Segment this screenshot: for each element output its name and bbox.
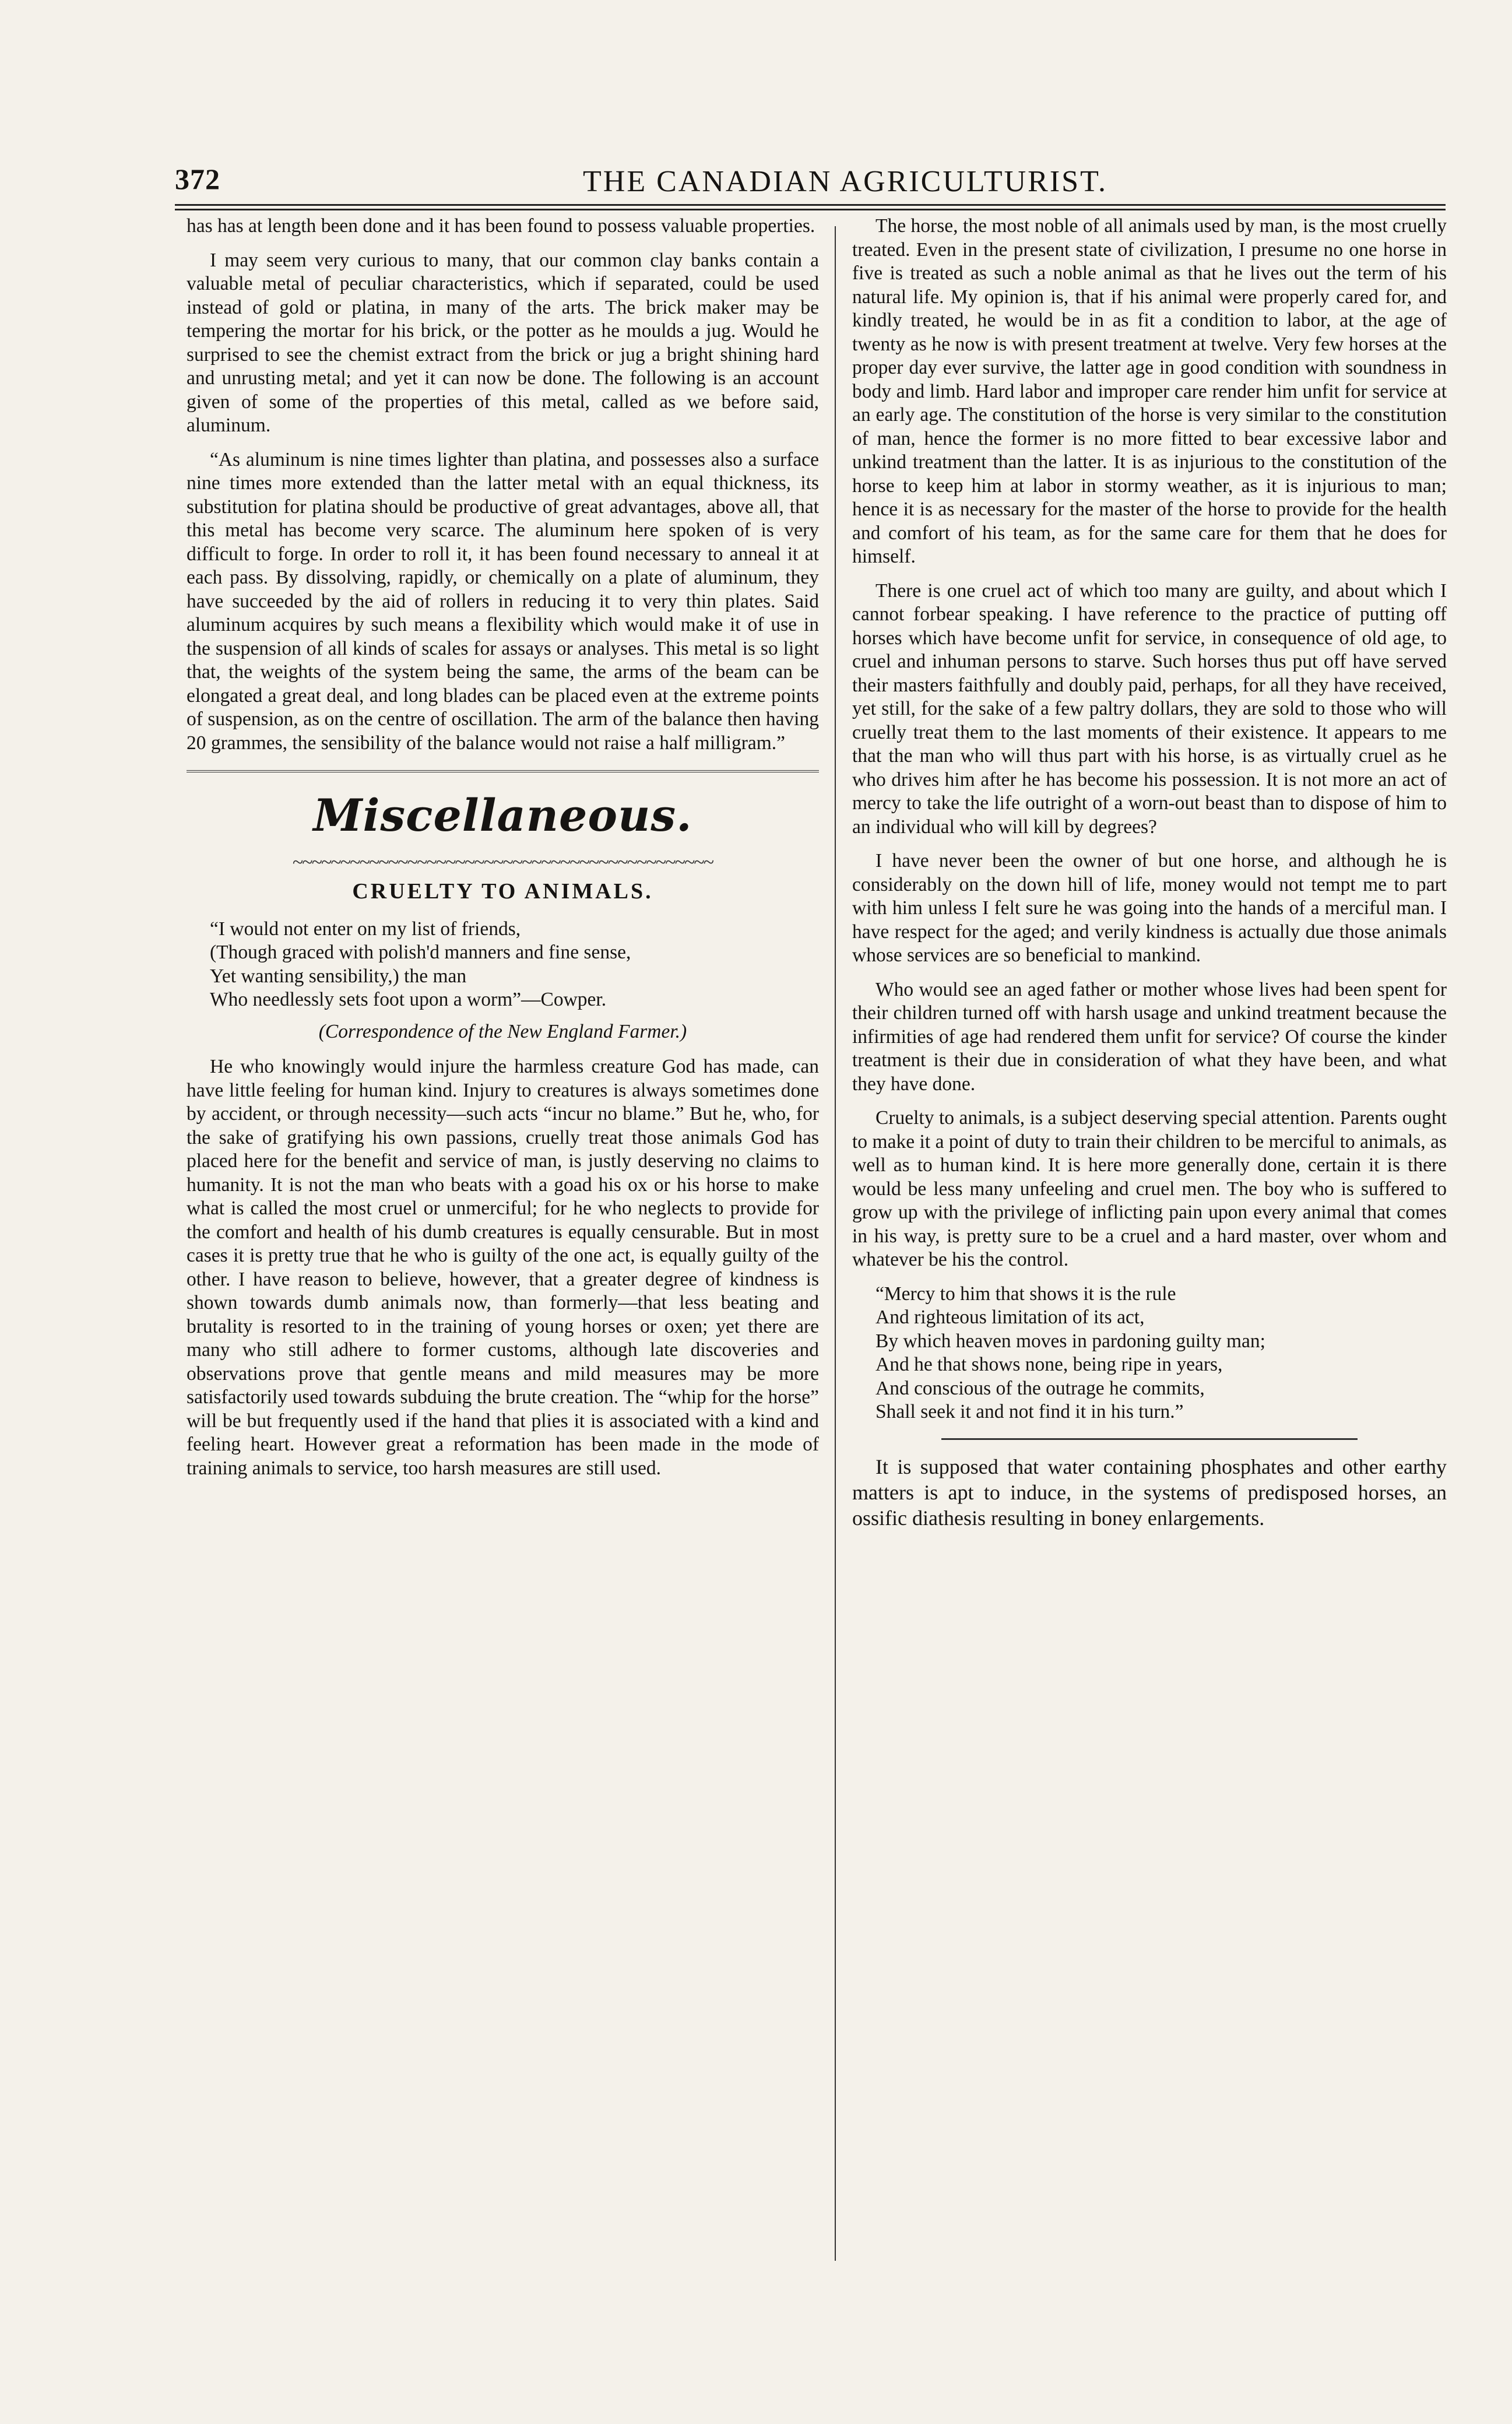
left-column (187, 215, 819, 2278)
aluminum-paragraph: has has at length been done and it has been found to possess valuable properties. (187, 215, 815, 237)
verse-line: And righteous limitation of its act, (875, 1306, 1145, 1328)
poem-line: Yet wanting sensibility,) the man (210, 965, 467, 987)
poem-line: Who needlessly sets foot upon a worm”—Cowper. (210, 989, 607, 1010)
verse-line: “Mercy to him that shows it is the rule (875, 1283, 1176, 1305)
section-title: Miscellaneous. (313, 789, 692, 841)
page-number: 372 (175, 163, 220, 195)
section-divider (187, 770, 819, 772)
verse-line: By which heaven moves in pardoning guilty man; (875, 1330, 1265, 1352)
running-head-title: THE CANADIAN AGRICULTURIST. (583, 165, 1107, 198)
right-column (852, 215, 1447, 2278)
aluminum-paragraph: I may seem very curious to many, that our common clay banks contain a valuable metal of peculiar characteristics, which if separated, could be used instead of gold or platina, in many of the arts. The brick maker may be tempering the mortar for his brick, or the potter as he moulds a jug. Would he surprised to see the chemist extract from the brick or jug a bright shining hard and unrusting metal; and yet it can now be done. The following is an account given of some of the properties of this metal, called as we before said, aluminum. (187, 249, 819, 436)
correspondence-note: (Correspondence of the New England Farmer.) (318, 1020, 687, 1042)
excerpt-paragraph: It is supposed that water containing phosphates and other earthy matters is apt to induce, in the systems of predisposed horses, an ossific diathesis resulting in boney enlargements. (852, 1455, 1447, 1530)
article-paragraph: Cruelty to animals, is a subject deserving special attention. Parents ought to make it a point of duty to train their children to be merciful to animals, as well as to human kind. It is here more generally done, certain it is there would be less many unfeeling and cruel men. The boy who is suffered to grow up with the privilege of inflicting pain upon every animal that comes in his way, is pretty sure to be a cruel and a hard master, over whom and whatever be his the control. (852, 1107, 1447, 1270)
excerpt-divider (941, 1438, 1358, 1440)
wavy-rule: ~~~~~~~~~~~~~~~~~~~~~~~~~~~~~~~~~~~~~~~~~~~~ (292, 852, 713, 873)
column-divider (835, 226, 836, 2261)
article-paragraph: There is one cruel act of which too many are guilty, and about which I cannot forbear speaking. I have reference to the practice of putting off horses which have become unfit for service, in consequence of old age, to cruel and inhuman persons to starve. Such horses thus put off have served their masters faithfully and doubly paid, perhaps, for all they have received, yet still, for the sake of a few paltry dollars, they are sold to those who will cruelly treat them to the last moments of their existence. It appears to me that the man who will thus part with his horse, is as virtually cruel as he who drives him after he has become his possession. It is not more an act of mercy to take the life outright of a worn-out beast than to dispose of him to an individual who will kill by degrees? (852, 579, 1447, 838)
article-title: CRUELTY TO ANIMALS. (352, 879, 653, 904)
epigraph-poem (210, 918, 819, 1012)
article-paragraph: The horse, the most noble of all animals used by man, is the most cruelly treated. Even in the present state of civilization, I presume no one horse in five is treated as such a noble animal as that he lives out the term of his natural life. My opinion is, that if his animal were properly cared for, and kindly treated, he would be in as fit a condition to labor, at the age of twenty as he now is with present treatment at twelve. Very few horses at the proper day ever survive, the latter age in good condition with soundness in body and limb. Hard labor and improper care render him unfit for service at an early age. The constitution of the horse is very similar to the constitution of man, hence the former is no more fitted to bear excessive labor and unkind treatment than the latter. It is as injurious to the constitution of the horse to keep him at labor in stormy weather, as it is injurious to man; hence it is as necessary for the master of the horse to provide for the health and comfort of his team, as for the same care for them that he does for himself. (852, 215, 1447, 567)
article-paragraph: He who knowingly would injure the harmless creature God has made, can have little feeling for human kind. Injury to creatures is always sometimes done by accident, or through necessity—such acts “incur no blame.” But he, who, for the sake of gratifying his own passions, cruelly treat those animals God has placed here for the benefit and service of man, is justly deserving no claims to humanity. It is not the man who beats with a goad his ox or his horse to make what is called the most cruel or unmerciful; for he who neglects to provide for the comfort and health of his dumb creatures is equally censurable. But in most cases it is pretty true that he who is guilty of the one act, is equally guilty of the other. I have reason to believe, however, that a greater degree of kindness is shown towards dumb animals now, than formerly—that less beating and brutality is resorted to in the training of young horses or oxen; yet there are many who still adhere to former customs, although late discoveries and observations prove that gentle means and mild measures may be more satisfactorily used towards subduing the brute creation. The “whip for the horse” will be but frequently used if the hand that plies it is associated with a kind and feeling heart. However great a reformation has been made in the mode of training animals to service, too harsh measures are still used. (187, 1056, 819, 1479)
verse-line: And conscious of the outrage he commits, (875, 1377, 1205, 1399)
verse-line: Shall seek it and not find it in his turn.” (875, 1401, 1184, 1422)
poem-line: “I would not enter on my list of friends, (210, 918, 521, 940)
verse-quote (875, 1283, 1447, 1424)
aluminum-quote-paragraph: “As aluminum is nine times lighter than platina, and possesses also a surface nine times more extended than the latter metal with an equal thickness, its substitution for platina should be productive of great advantages, above all, that this metal has become very scarce. The aluminum here spoken of is very difficult to forge. In order to roll it, it has been found necessary to anneal it at each pass. By dissolving, rapidly, or chemically on a plate of aluminum, they have succeeded by the aid of rollers in reducing it to very thin plates. Said aluminum acquires by such means a flexibility which would make it of use in the suspension of all kinds of scales for assays or analyses. This metal is so light that, the weights of the system being the same, the arms of the beam can be elongated a great deal, and long blades can be placed even at the extreme points of suspension, as on the centre of oscillation. The arm of the balance then having 20 grammes, the sensibility of the balance would not raise a half milligram.” (187, 448, 819, 754)
article-paragraph: Who would see an aged father or mother whose lives had been spent for their children turned off with harsh usage and unkind treatment because the infirmities of age had rendered them unfit for service? Of course the kinder treatment is their due in consideration of what they have been, and what they have done. (852, 978, 1447, 1095)
article-paragraph: I have never been the owner of but one horse, and although he is considerably on the down hill of life, money would not tempt me to part with him unless I felt sure he was going into the hands of a merciful man. I have respect for the aged; and verily kindness is actually due those animals whose services are so beneficial to mankind. (852, 850, 1447, 966)
poem-line: (Though graced with polish'd manners and fine sense, (210, 942, 631, 963)
header-rule-top (175, 204, 1446, 206)
verse-line: And he that shows none, being ripe in years, (875, 1354, 1223, 1375)
header-rule-bottom (175, 209, 1446, 210)
